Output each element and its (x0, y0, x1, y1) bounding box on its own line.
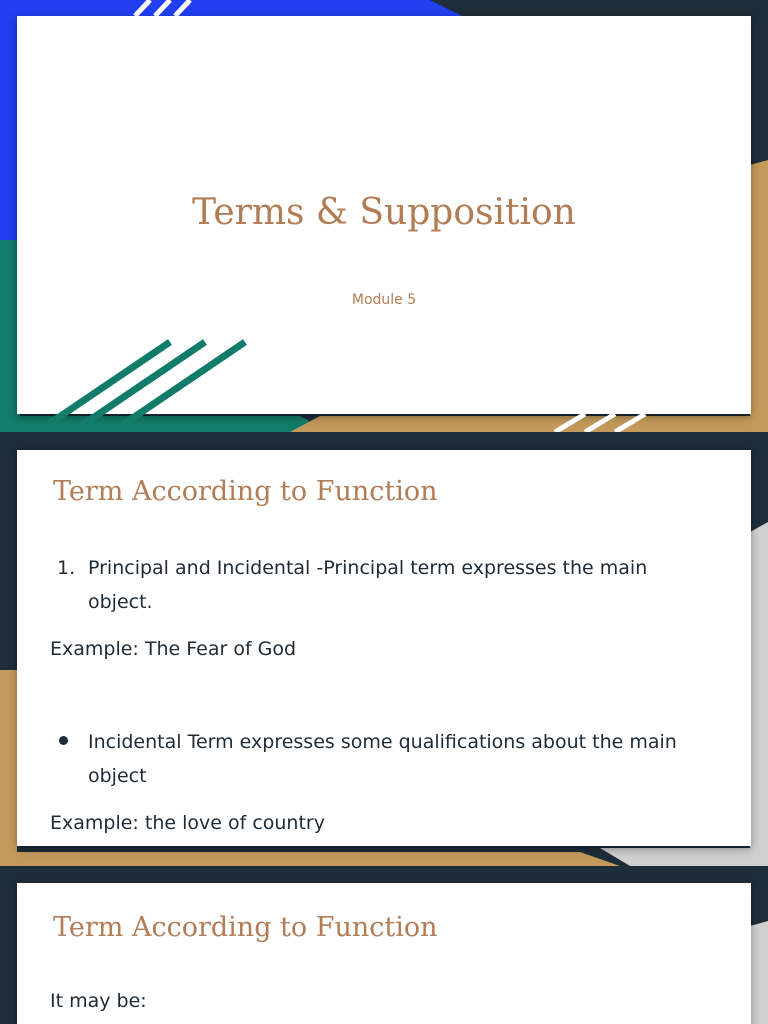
list-number: 1. (57, 557, 76, 579)
slide-title: Terms & Supposition (192, 192, 576, 233)
title-slide[interactable] (0, 0, 768, 432)
body-text: It may be: (50, 990, 147, 1012)
example-text: Example: the love of country (50, 812, 325, 834)
slide-heading: Term According to Function (53, 476, 438, 507)
bullet-text: Incidental Term expresses some qualifications about the main object (88, 731, 677, 787)
example-text: Example: The Fear of God (50, 638, 297, 660)
content-slide-1[interactable] (0, 432, 768, 866)
list-item-text: Principal and Incidental -Principal term expresses the main object. (88, 557, 648, 613)
slide-subtitle: Module 5 (351, 292, 417, 308)
bullet-dot (59, 736, 68, 745)
content-slide-2[interactable] (0, 866, 768, 1024)
slide-heading: Term According to Function (53, 912, 438, 943)
